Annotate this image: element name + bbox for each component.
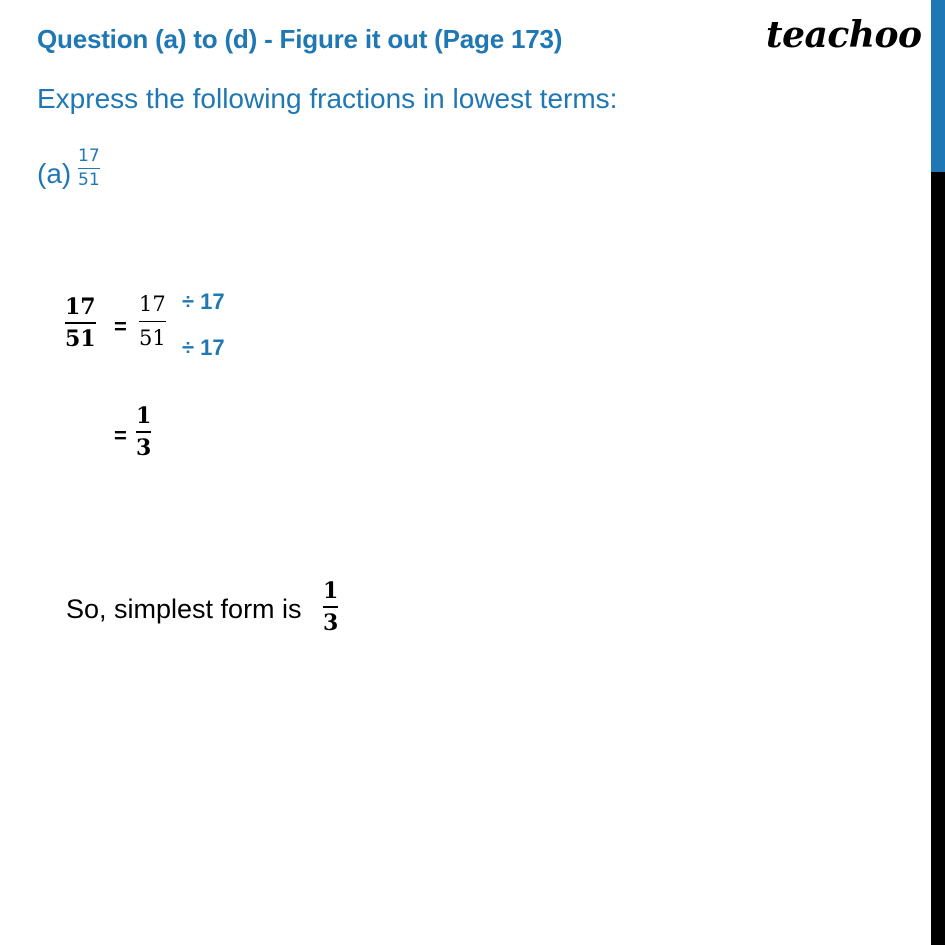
step-fraction	[139, 294, 166, 349]
result-equals-sign: =	[114, 423, 127, 448]
divide-numerator-annotation: ÷ 17	[182, 289, 225, 314]
equals-sign: =	[114, 314, 127, 339]
fraction-bar	[139, 321, 166, 322]
step-numerator: 17	[139, 292, 166, 316]
teachoo-logo: teachoo	[766, 14, 922, 56]
conclusion-numerator: 1	[323, 578, 339, 604]
page-title: Question (a) to (d) - Figure it out (Page 173)	[37, 24, 563, 54]
lhs-numerator: 17	[65, 294, 96, 320]
result-denominator: 3	[136, 435, 152, 461]
fraction-bar	[323, 606, 338, 608]
conclusion-fraction	[323, 580, 338, 634]
divide-denominator-annotation: ÷ 17	[182, 335, 225, 360]
conclusion-text: So, simplest form is	[66, 594, 302, 624]
scrollbar-thumb[interactable]	[931, 0, 945, 172]
result-fraction	[136, 405, 151, 459]
question-label: (a)	[37, 158, 72, 189]
question-denominator: 51	[78, 170, 100, 190]
fraction-bar	[136, 431, 151, 433]
step-denominator: 51	[139, 326, 166, 350]
lhs-denominator: 51	[65, 326, 96, 352]
question-prompt: Express the following fractions in lowest terms:	[37, 83, 618, 114]
lhs-fraction	[65, 296, 96, 350]
fraction-bar	[65, 322, 96, 324]
question-fraction	[78, 148, 100, 189]
conclusion-denominator: 3	[323, 610, 339, 636]
result-numerator: 1	[136, 403, 152, 429]
fraction-bar	[78, 168, 100, 169]
question-numerator: 17	[78, 146, 100, 166]
